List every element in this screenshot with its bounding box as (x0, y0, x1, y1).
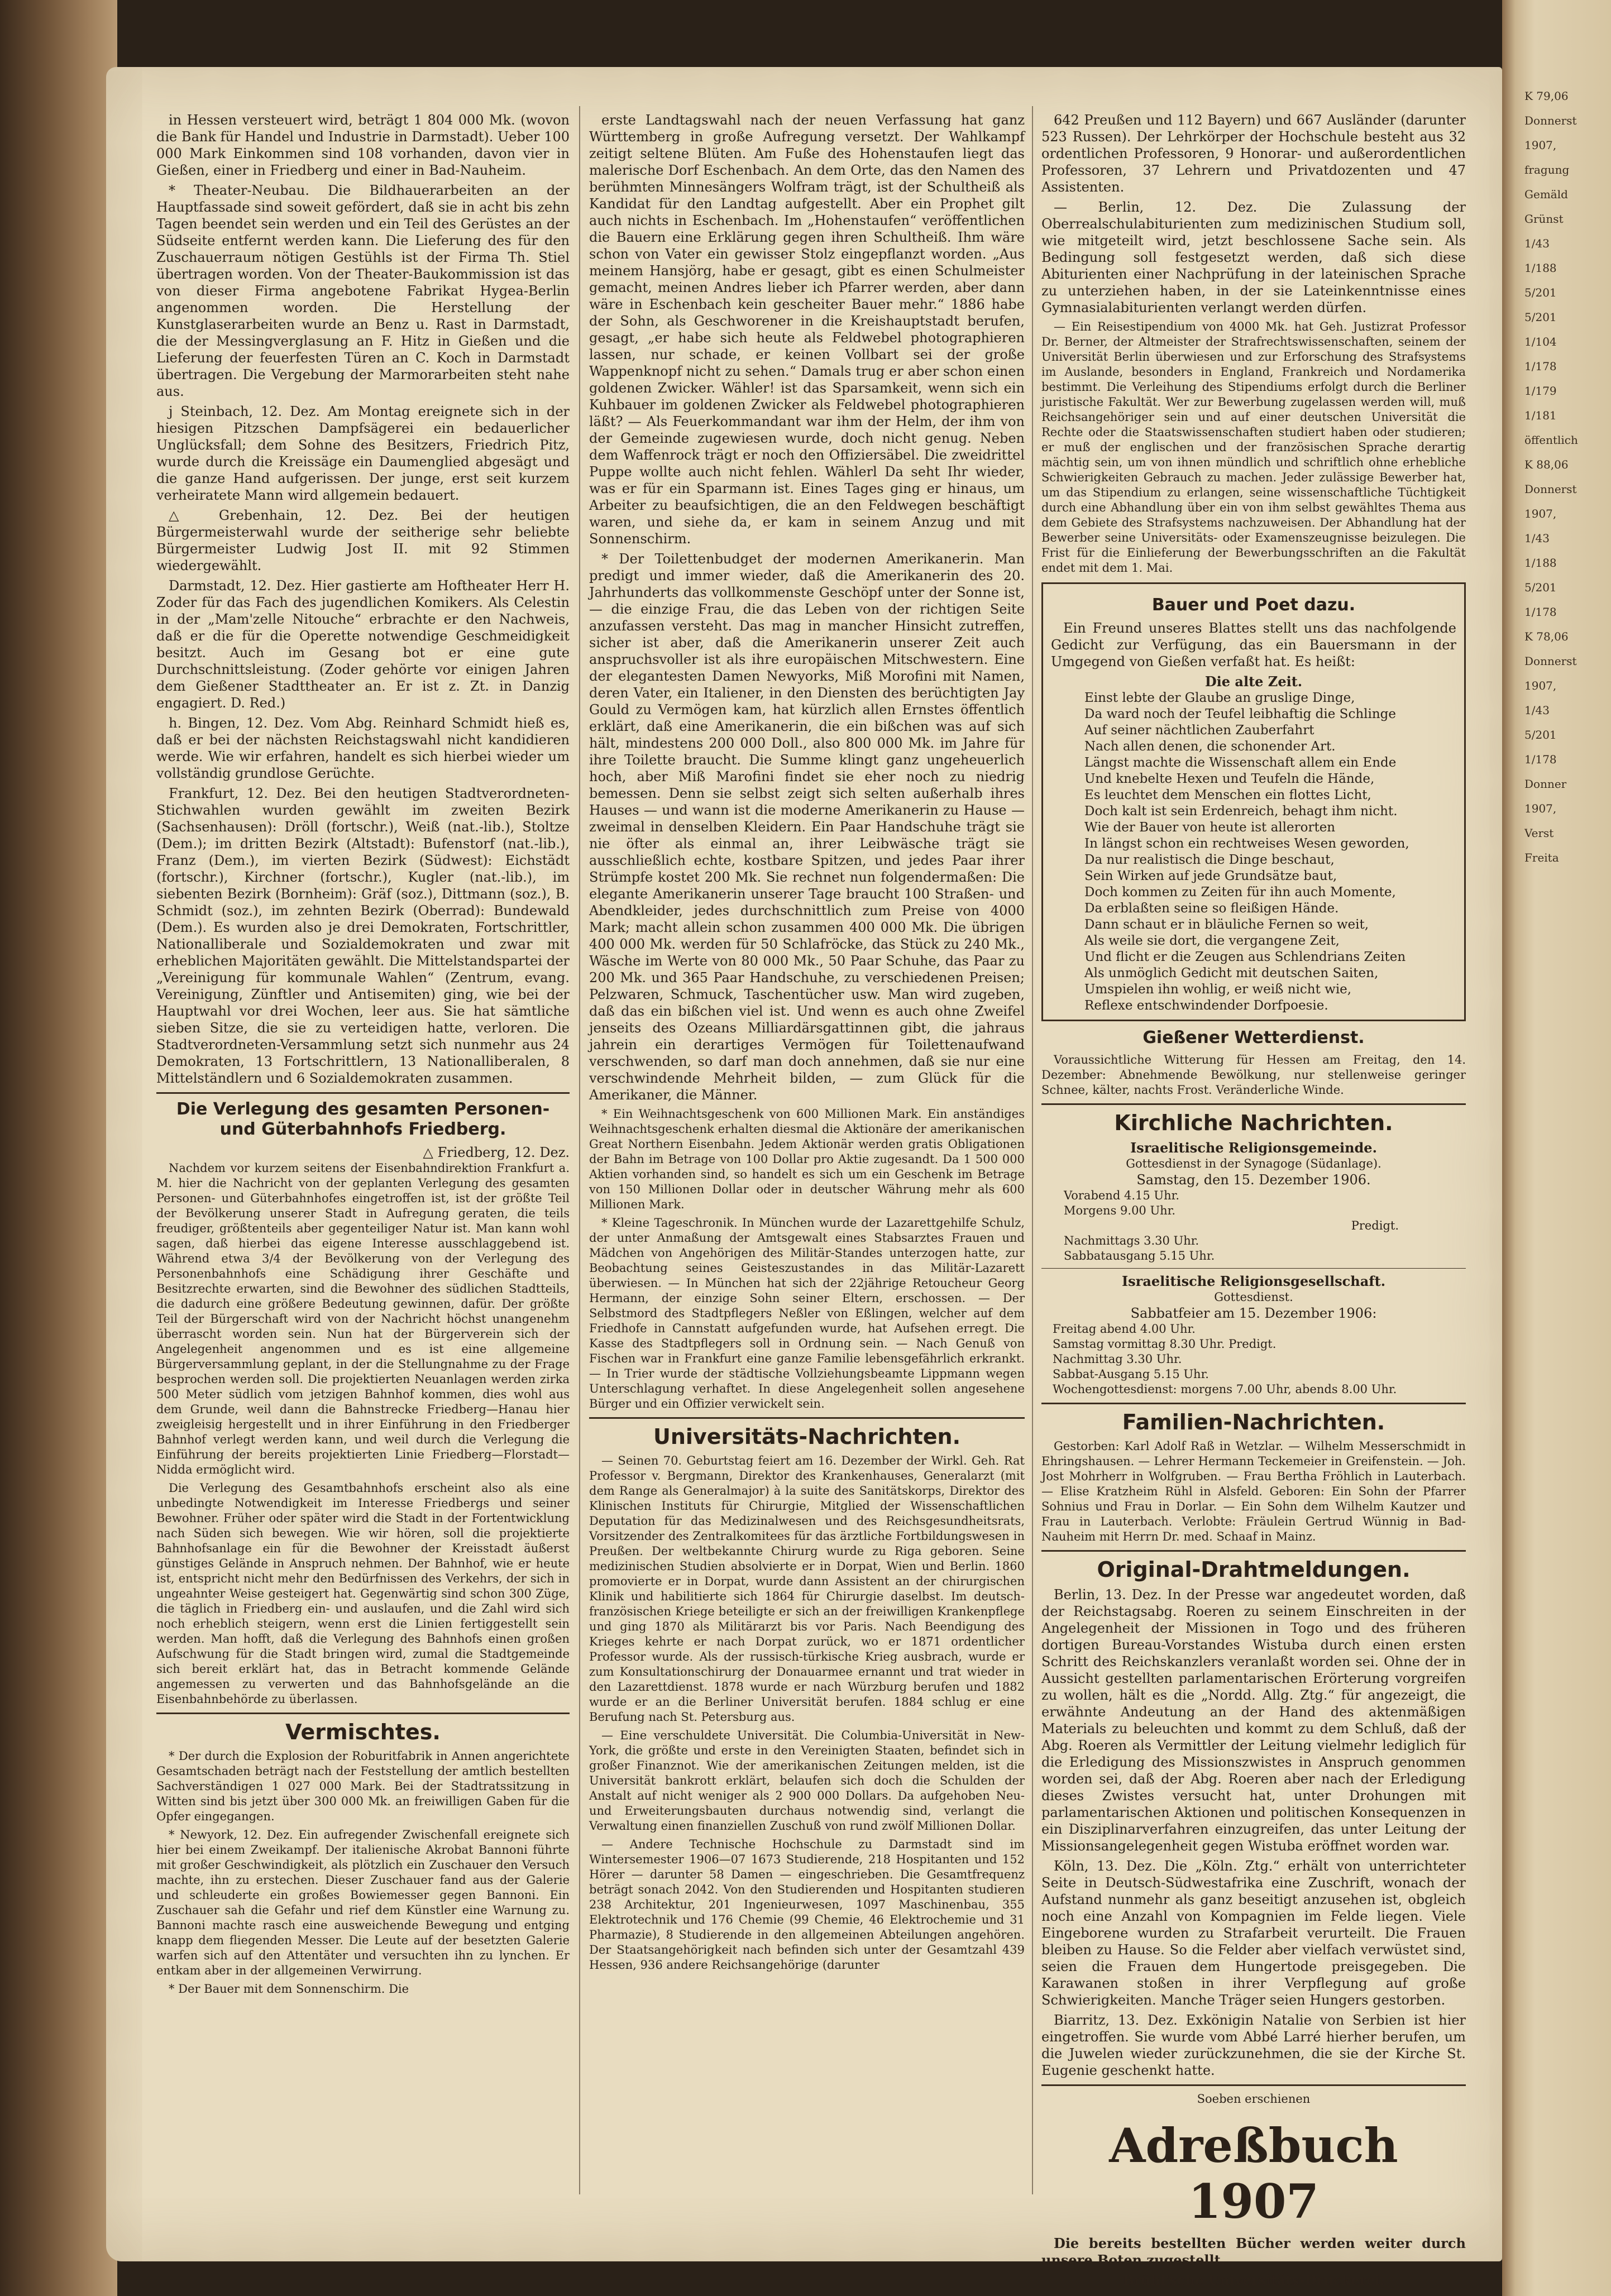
poem-line: Einst lebte der Glaube an gruslige Dinge, (1084, 691, 1355, 705)
kirche-line: Sabbat-Ausgang 5.15 Uhr. (1053, 1367, 1209, 1381)
strip-line: 1907, (1524, 138, 1557, 152)
section-divider (156, 1713, 570, 1714)
article-paragraph: h. Bingen, 12. Dez. Vom Abg. Reinhard Schmidt hieß es, daß er bei der nächsten Reichstagswahl nicht kandidieren werde. Wie wir erfahren, handelt es sich hierbei wieder um vollständig grundlose Gerüchte. (156, 715, 570, 781)
article-paragraph: * Der durch die Explosion der Roburitfabrik in Annen angerichtete Gesamtschaden beträgt nach der Feststellung der amtlich bestellten Sachverständigen 1 027 000 Mark. Bei der Stadtratssitzung in Witten sind bis jetzt über 300 000 Mk. an freiwilligen Gaben für die Opfer eingegangen. (156, 1749, 570, 1823)
article-paragraph: — Eine verschuldete Universität. Die Columbia-Universität in New-York, die größte und erste in den Vereinigten Staaten, befindet sich in großer Finanznot. Wie der amerikanischen Zeitungen melden, ist die Universität bankrott erklärt, belaufen sich doch die Schulden der Anstalt auf nicht weniger als 2 900 000 Dollars. Da aufgehoben Neu- und Erweiterungsbauten durchaus notwendig sind, verlangt die Verwaltung einen finanziellen Zuschuß von rund zwölf Millionen Dollar. (589, 1729, 1025, 1833)
poem-line: Und flicht er die Zeugen aus Schlendrians Zeiten (1084, 950, 1406, 964)
strip-line: 1/178 (1524, 605, 1557, 619)
ad-publisher: Brühl'sche Universitäts-Druckerei. (1122, 2272, 1385, 2288)
poem-line: Dann schaut er in bläuliche Fernen so weit, (1084, 917, 1369, 932)
strip-line: 1907, (1524, 802, 1557, 815)
section-divider (589, 1417, 1025, 1419)
strip-line: K 79,06 (1524, 89, 1569, 103)
article-paragraph: Nachdem vor kurzem seitens der Eisenbahndirektion Frankfurt a. M. hier die Nachricht von der geplanten Verlegung des gesamten Personen- und Güterbahnhofes eingetroffen ist, ist der größte Teil der Bevölkerung unserer Stadt in Aufregung geraten, die teils freudiger, größtenteils aber gegenteiliger Natur ist. Man kann wohl sagen, daß hierbei das eigene Interesse ausschlaggebend ist. Während etwa 3/4 der Bevölkerung von der Verlegung des Personenbahnhofs eine Schädigung ihrer Geschäfte und Besitzrechte erwarten, sind die Bewohner des südlichen Stadtteils, die dadurch eine größere Bedeutung gewinnen, dafür. Der größte Teil der Bürgerschaft wird von der Nachricht höchst unangenehm überrascht worden sein. Nun hat der Bürgerverein sich der Angelegenheit angenommen und es ist eine allgemeine Bürgerversammlung geplant, in der die Stellungnahme zu der Frage besprochen werden soll. Die projektierten Neuanlagen werden zirka 500 Meter südlich vom jetzigen Bahnhof kommen, dies wohl aus dem Grunde, weil dann die Bahnstrecke Friedberg—Hanau hier zweigleisig hergestellt und in ihrer Einführung in den Friedberger Bahnhof verlegt werden kann, und weil durch die Verlegung die Einführung der bereits projektierten Linie Friedberg—Florstadt—Nidda ermöglicht wird. (156, 1161, 570, 1476)
strip-line: 1/181 (1524, 409, 1557, 422)
ad-title: Adreßbuch 1907 (1109, 2118, 1398, 2229)
poem-box-title: Bauer und Poet dazu. (1151, 595, 1356, 615)
section-title-draht: Original-Drahtmeldungen. (1097, 1557, 1411, 1582)
poem-line: In längst schon ein rechtweises Wesen geworden, (1084, 836, 1409, 851)
strip-line: K 88,06 (1524, 458, 1569, 471)
ad-text: Die bereits bestellten Bücher werden weiter durch unsere Boten zugestellt. (1041, 2235, 1466, 2268)
strip-line: 1/188 (1524, 261, 1557, 275)
strip-line: Donnerst (1524, 654, 1577, 668)
kirche-line: Vorabend 4.15 Uhr. (1064, 1189, 1180, 1202)
poem-line: Sein Wirken auf jede Grundsätze baut, (1084, 869, 1337, 883)
kirche-line: Nachmittags 3.30 Uhr. (1064, 1234, 1199, 1247)
poem-line: Reflexe entschwindender Dorfpoesie. (1084, 998, 1328, 1013)
kirche-sub: Israelitische Religionsgemeinde. (1130, 1140, 1377, 1156)
strip-line: 1/43 (1524, 532, 1550, 545)
poem-subtitle: Die alte Zeit. (1204, 673, 1303, 690)
poem-line: Doch kommen zu Zeiten für ihn auch Momente, (1084, 885, 1396, 900)
article-paragraph: erste Landtagswahl nach der neuen Verfassung hat ganz Württemberg in große Aufregung versetzt. Der Wahlkampf zeitigt seltene Blüten. Am Fuße des Hohenstaufen liegt das malerische Dorf Eschenbach. An dem Orte, das den Namen des berühmten Minnesängers Wolfram trägt, ist der Schultheiß als Kandidat für den Landtag aufgestellt. Aber ein Prophet gilt auch nichts in Eschenbach. Im „Hohenstaufen“ veröffentlichen die Bauern eine Erklärung gegen ihren Schultheiß. Ihm wäre schon von Vater ein gewisser Stolz eingepflanzt worden. „Aus meinem Hansjörg, habe er gesagt, gibt es einen Schulmeister gemacht, meinen Andres lieber ich Pfarrer werden, aber dann wäre in Eschenbach kein gescheiter Bauer mehr.“ 1886 habe der Sohn, als Geschworener in die Kreishauptstadt berufen, gesagt, „er habe sich heute als Feldwebel photographieren lassen, nur schade, er keinen Vollbart sei der große Wappenknopf nicht zu sehen.“ Damals trug er aber schon einen goldenen Zwicker. Wähler! ist das Sparsamkeit, wenn sich ein Kuhbauer im goldenen Zwicker als Feldwebel photographieren läßt? — Als Feuerkommandant war ihm der Helm, der ihm von der Gemeinde zugewiesen wurde, doch nicht genug. Neben dem Waffenrock trägt er noch den Offiziersäbel. Die zweidrittel Puppe wollte auch nicht fehlen. Wählerl Da seht Ihr wieder, was er für ein Sparmann ist. Eines Tages ging er hinaus, um Arbeiter zu beaufsichtigen, die an den Feldwegen beschäftigt waren, und siehe da, er kam in seinem Anzug und mit Sonnenschirm. (589, 112, 1025, 547)
kirche-line: Freitag abend 4.00 Uhr. (1053, 1322, 1196, 1336)
book-left-edge (0, 0, 117, 2296)
kirche-line: Morgens 9.00 Uhr. (1064, 1204, 1176, 1217)
strip-line: 1/178 (1524, 360, 1557, 373)
kirche-sub: Gottesdienst. (1214, 1290, 1293, 1304)
section-title-vermischtes: Vermischtes. (285, 1720, 441, 1744)
strip-line: 5/201 (1524, 728, 1557, 742)
strip-line: Donnerst (1524, 114, 1577, 127)
strip-line: 1/179 (1524, 384, 1557, 398)
poem-line: Längst machte die Wissenschaft allem ein Ende (1084, 755, 1397, 770)
section-title-wetter: Gießener Wetterdienst. (1142, 1028, 1365, 1047)
strip-line: 1907, (1524, 507, 1557, 520)
article-paragraph: * Ein Weihnachtsgeschenk von 600 Millionen Mark. Ein anständiges Weihnachtsgeschenk erhalten diesmal die Aktionäre der amerikanischen Great Northern Eisenbahn. Jedem Aktionär werden gratis Obligationen der Bahn im Betrage von 100 Dollar pro Aktie zugesandt. Da 1 500 000 Aktien vorhanden sind, so handelt es sich um ein Geschenk im Betrage von 150 Millionen Dollar oder in deutscher Währung mehr als 600 Millionen Mark. (589, 1107, 1025, 1211)
strip-line: Gemäld (1524, 188, 1568, 201)
poem-line: Wie der Bauer von heute ist allerorten (1084, 820, 1336, 835)
section-divider (1041, 1103, 1466, 1105)
strip-line: 1/43 (1524, 237, 1550, 250)
strip-line: 5/201 (1524, 310, 1557, 324)
kirche-line: Wochengottesdienst: morgens 7.00 Uhr, abends 8.00 Uhr. (1053, 1383, 1397, 1396)
poem-line: Es leuchtet dem Menschen ein flottes Licht, (1084, 788, 1371, 802)
weather-text: Voraussichtliche Witterung für Hessen am Freitag, den 14. Dezember: Abnehmende Bewölkung, nur stellenweise geringer Schnee, kälter, nachts Frost. Veränderliche Winde. (1041, 1053, 1466, 1097)
poem-line: Nach allen denen, die schonender Art. (1084, 739, 1336, 754)
article-paragraph: Frankfurt, 12. Dez. Bei den heutigen Stadtverordneten-Stichwahlen wurden gewählt im zweiten Bezirk (Sachsenhausen): Dröll (fortschr.), Weiß (nat.-lib.), Stoltze (Dem.); im dritten Bezirk (Altstadt): Bufenstorf (nat.-lib.), Franz (Dem.), im vierten Bezirk (Südwest): Eichstädt (fortschr.), Kirchner (fortschr.), Kugler (nat.-lib.), im siebenten Bezirk (Bornheim): Gräf (soz.), Dittmann (soz.), B. Schmidt (soz.), im zehnten Bezirk (Oberrad): Bundewald (Dem.). Es wurden also je drei Demokraten, Fortschrittler, Nationalliberale und Sozialdemokraten und zwar mit erheblichen Majoritäten gewählt. Die Mittelstandspartei der „Vereinigung für kommunale Wahlen“ (Zentrum, evang. Vereinigung, Zünftler und Antisemiten) ging, wie bei der Hauptwahl vor drei Wochen, leer aus. Sie hat sämtliche sieben Sitze, die sie zu verteidigen hatte, verloren. Die Stadtverordneten-Versammlung setzt sich nunmehr aus 24 Demokraten, 13 Fortschrittlern, 13 Nationalliberalen, 8 Mittelständlern und 6 Sozialdemokraten zusammen. (156, 786, 570, 1086)
column-rule (1032, 106, 1033, 2194)
strip-line: 1/188 (1524, 556, 1557, 570)
section-title-kirche: Kirchliche Nachrichten. (1114, 1111, 1393, 1135)
poem-lines (1051, 690, 1456, 1014)
strip-line: Donnerst (1524, 482, 1577, 496)
poem-line: Auf seiner nächtlichen Zauberfahrt (1084, 723, 1314, 738)
article-paragraph: Berlin, 13. Dez. In der Presse war angedeutet worden, daß der Reichstagsabg. Roeren zu seinem Einschreiten in der Angelegenheit der Missionen in Togo und des früheren dortigen Bureau-Vorstandes Wistuba durch einen ersten Schritt des Reichskanzlers veranlaßt worden sei. Ohne der in Aussicht gestellten parlamentarischen Erörterung vorgreifen zu wollen, hält es die „Nordd. Allg. Ztg.“ für angezeigt, die erwähnte Andeutung an der Hand des aktenmäßigen Materials zu beleuchten und kommt zu dem Schluß, daß der Abg. Roeren als Vermittler der Leitung vielmehr lediglich für die Erledigung des Missionszwistes in Anspruch genommen worden sei, daß der Abg. Roeren aber nach der Erledigung dieses Zwistes versucht hat, unter Drohungen mit parlamentarischen Aktionen und politischen Konsequenzen in ein Disziplinarverfahren einzugreifen, das unter Leitung der Missionsangelegenheit gegen Wistuba eröffnet worden war. (1041, 1587, 1466, 1854)
kirche-line: Nachmittag 3.30 Uhr. (1053, 1352, 1182, 1366)
ad-pretitle: Soeben erschienen (1197, 2092, 1311, 2106)
article-paragraph: * Der Bauer mit dem Sonnenschirm. Die (169, 1982, 409, 1996)
poem-line: Da ward noch der Teufel leibhaftig die Schlinge (1084, 707, 1396, 721)
section-divider (156, 1092, 570, 1094)
poem-line: Umspielen ihn wohlig, er weiß nicht wie, (1084, 982, 1352, 997)
kirche-line: Samstag vormittag 8.30 Uhr. Predigt. (1053, 1337, 1277, 1351)
article-paragraph: Köln, 13. Dez. Die „Köln. Ztg.“ erhält von unterrichteter Seite in Deutsch-Südwestafrika eine Zuschrift, wonach der Aufstand nunmehr als ganz beseitigt anzusehen ist, obgleich noch eine Anzahl von Kompagnien im Felde liegen. Viele Eingeborene wurden zu Strafarbeit verurteilt. Die Frauen bleiben zu Hause. So die Felder aber vielfach verwüstet sind, seien die Frauen dem Hungertode preisgegeben. Die Karawanen stoßen in ihrer Verpflegung auf große Schwierigkeiten. Manche Träger seien Hungers gestorben. (1041, 1858, 1466, 2008)
kirche-sub: Gottesdienst in der Synagoge (Südanlage). (1126, 1157, 1381, 1170)
column-rule (579, 106, 580, 2194)
kirche-line: Predigt. (1351, 1219, 1399, 1232)
poem-box (1041, 582, 1466, 1021)
article-paragraph: — Seinen 70. Geburtstag feiert am 16. Dezember der Wirkl. Geh. Rat Professor v. Bergmann, Direktor des Krankenhauses, Generalarzt (mit dem Range als Generalmajor) à la suite des Sanitätskorps, Direktor des Klinischen Instituts für Chirurgie, Mitglied der Wissenschaftlichen Deputation für das Medizinalwesen und des Reichsgesundheitsrats, Vorsitzender des Zentralkomitees für das ärztliche Fortbildungswesen in Preußen. Der weltbekannte Chirurg wurde zu Riga geboren. Seine medizinischen Studien absolvierte er in Dorpat, Wien und Berlin. 1860 promovierte er in Dorpat, wurde dann Assistent an der chirurgischen Klinik und habilitierte sich 1864 für Chirurgie daselbst. Im deutsch-französischen Kriege beteiligte er sich an der freiwilligen Krankenpflege und ging 1870 als Militärarzt bis vor Paris. Nach Beendigung des Krieges kehrte er nach Dorpat zurück, wo er 1871 ordentlicher Professor wurde. Als der russisch-türkische Krieg ausbrach, wurde er zum Konsultationschirurg der Donauarmee ernannt und trat wieder in den Lazarettdienst. 1878 wurde er nach Würzburg berufen und 1882 wurde er an die Berliner Universität berufen. 1884 schlug er eine Berufung nach St. Petersburg aus. (589, 1454, 1025, 1724)
poem-intro: Ein Freund unseres Blattes stellt uns das nachfolgende Gedicht zur Verfügung, das ein Bauersmann in der Umgegend von Gießen verfaßt hat. Es heißt: (1051, 620, 1456, 669)
dateline: △ Friedberg, 12. Dez. (423, 1145, 570, 1160)
poem-line: Doch kalt ist sein Erdenreich, behagt ihm nicht. (1084, 804, 1398, 819)
strip-line: fragung (1524, 163, 1570, 176)
strip-line: 1/104 (1524, 335, 1557, 348)
strip-line: 5/201 (1524, 286, 1557, 299)
column-2 (589, 112, 1025, 1976)
column-1 (156, 112, 570, 2000)
strip-line: 1/178 (1524, 753, 1557, 766)
article-paragraph: — Ein Reisestipendium von 4000 Mk. hat Geh. Justizrat Professor Dr. Berner, der Altmeister der Strafrechtswissenschaften, seinem der Universität Berlin überwiesen und zur Erforschung des Strafsystems im Auslande, besonders in England, Frankreich und Nordamerika bestimmt. Die Verleihung des Stipendiums erfolgt durch die Berliner juristische Fakultät. Wer zur Bewerbung zugelassen werden will, muß Reichsangehöriger sein und auf einer deutschen Universität die Rechte oder die Staatswissenschaften studiert haben oder studieren; er muß der englischen und der französischen Sprache derartig mächtig sein, um von ihnen mündlich und schriftlich ohne erhebliche Schwierigkeiten Gebrauch zu machen. Jeder zulässige Bewerber hat, um das Stipendium zu erlangen, seine wissenschaftliche Tüchtigkeit durch eine Abhandlung über ein von ihm selbst gewähltes Thema aus dem Gebiete des Strafsystems nachzuweisen. Der Abhandlung hat der Bewerber seine Universitäts- oder Examenszeugnisse beizulegen. Die Frist für die Einlieferung der Bewerbungsschriften an die Fakultät endet mit dem 1. Mai. (1041, 320, 1466, 575)
strip-line: 1/43 (1524, 704, 1550, 717)
column-3 (1041, 112, 1466, 2289)
strip-line: Donner (1524, 777, 1567, 791)
section-title-universitaet: Universitäts-Nachrichten. (653, 1424, 961, 1449)
strip-line: Freita (1524, 851, 1559, 864)
article-paragraph: Biarritz, 13. Dez. Exkönigin Natalie von Serbien ist hier eingetroffen. Sie wurde vom Abbé Larré hierher berufen, um die Juwelen wieder zurückzunehmen, die sie der Kirche St. Eugenie geschenkt hatte. (1041, 2012, 1466, 2078)
article-paragraph: △ Grebenhain, 12. Dez. Bei der heutigen Bürgermeisterwahl wurde der seitherige sehr beliebte Bürgermeister Ludwig Jost II. mit 92 Stimmen wiedergewählt. (156, 508, 570, 573)
strip-line: Verst (1524, 826, 1554, 840)
poem-line: Als weile sie dort, die vergangene Zeit, (1084, 934, 1340, 948)
section-title-verlegung: Die Verlegung des gesamten Personen- und Güterbahnhofs Friedberg. (176, 1099, 550, 1139)
article-paragraph: * Kleine Tageschronik. In München wurde der Lazarettgehilfe Schulz, der unter Anmaßung der Amtsgewalt eines Stabsarztes Frauen und Mädchen von Angehörigen des Militär-Standes unterzogen hatte, zur Beobachtung seines Geisteszustandes in das Militär-Lazarett überwiesen. — In München hat sich der 22jährige Retoucheur Georg Hermann, der einzige Sohn seiner Eltern, erschossen. — Der Selbstmord des Stadtpflegers Neßler von Eßlingen, welcher auf dem Friedhofe in Cannstatt aufgefunden wurde, hat Aufsehen erregt. Die Kasse des Stadtpflegers soll in Ordnung sein. — Nach Genuß von Fischen war in Frankfurt eine ganze Familie lebensgefährlich erkrankt. — In Trier wurde der städtische Vollziehungsbeamte Lippmann wegen Unterschlagung verhaftet. In diese Angelegenheit sollen angesehene Bürger und ein Offizier verwickelt sein. (589, 1216, 1025, 1410)
article-paragraph: Darmstadt, 12. Dez. Hier gastierte am Hoftheater Herr H. Zoder für das Fach des jugendlichen Komikers. Als Celestin in der „Mam'zelle Nitouche“ erbrachte er den Nachweis, daß er die für die Operette notwendige Geschmeidigkeit besitzt. Auch im Gesang bot er eine gute Durchschnittsleistung. (Zoder gehörte vor einigen Jahren dem Gießener Stadttheater an. Er ist z. Zt. in Danzig engagiert. D. Red.) (156, 578, 570, 711)
strip-line: 5/201 (1524, 581, 1557, 594)
article-paragraph: in Hessen versteuert wird, beträgt 1 804 000 Mk. (wovon die Bank für Handel und Industrie in Darmstadt). Ueber 100 000 Mark Einkommen sind 108 vorhanden, davon vier in Gießen, einer in Friedberg und einer in Bad-Nauheim. (156, 112, 570, 178)
strip-line: Grünst (1524, 212, 1564, 226)
poem-line: Da nur realistisch die Dinge beschaut, (1084, 853, 1335, 867)
kirche-date: Sabbatfeier am 15. Dezember 1906: (1130, 1305, 1377, 1321)
section-divider (1041, 1268, 1466, 1269)
section-divider (1041, 1550, 1466, 1552)
article-paragraph: * Theater-Neubau. Die Bildhauerarbeiten an der Hauptfassade sind soweit gefördert, daß sie in acht bis zehn Tagen beendet sein werden und ein Teil des Gerüstes an der Südseite entfernt werden kann. Die Lieferung des für den Zuschauerraum nötigen Gestühls ist der Firma Th. Stiel übertragen worden. Von der Theater-Baukommission ist das von dieser Firma angebotene Fabrikat Hygea-Berlin angenommen worden. Die Herstellung der Kunstglaserarbeiten wurde an Benz u. Rast in Darmstadt, die der Messingverglasung an F. Hitz in Gießen und die Lieferung der feuerfesten Türen an C. Koch in Darmstadt übertragen. Die Vergebung der Marmorarbeiten steht nahe aus. (156, 183, 570, 399)
article-paragraph: — Andere Technische Hochschule zu Darmstadt sind im Wintersemester 1906—07 1673 Studierende, 218 Hospitanten und 152 Hörer — darunter 58 Damen — eingeschrieben. Die Gesamtfrequenz beträgt sonach 2042. Von den Studierenden und Hospitanten studieren 238 Architektur, 201 Ingenieurwesen, 1097 Maschinenbau, 355 Elektrotechnik und 176 Chemie (99 Chemie, 46 Elektrochemie und 31 Pharmazie), 8 Studierende in den allgemeinen Abteilungen angehören. Der Staatsangehörigkeit nach befinden sich unter der Gesamtzahl 439 Hessen, 936 andere Reichsangehörige (darunter (589, 1838, 1025, 1972)
kirche-sub: Israelitische Religionsgesellschaft. (1121, 1273, 1386, 1289)
strip-line: K 78,06 (1524, 630, 1569, 643)
strip-line: öffentlich (1524, 433, 1578, 447)
kirche-date: Samstag, den 15. Dezember 1906. (1136, 1172, 1371, 1188)
poem-line: Als unmöglich Gedicht mit deutschen Saiten, (1084, 966, 1379, 980)
kirche-line: Sabbatausgang 5.15 Uhr. (1064, 1249, 1215, 1262)
article-paragraph: Die Verlegung des Gesamtbahnhofs erscheint also als eine unbedingte Notwendigkeit im Interesse Friedbergs und seiner Bewohner. Früher oder später wird die Stadt in der Fortentwicklung nach Süden sich bewegen. Wie wir hören, soll die projektierte Bahnhofsanlage ein für die Bewohner der Kreisstadt äußerst günstiges Gelände in Anspruch nehmen. Der Bahnhof, wie er heute ist, entspricht nicht mehr den Bedürfnissen des Verkehrs, der sich in ungeahnter Weise gesteigert hat. Gegenwärtig sind schon 300 Züge, die täglich in Friedberg ein- und auslaufen, und die Zahl wird sich noch erheblich steigern, wenn erst die Linien fertiggestellt sein werden. Man hofft, daß die Verlegung des Bahnhofs einen großen Aufschwung für die Stadt bringen wird, zumal die Stadtgemeinde sich bereit erklärt hat, das in Betracht kommende Gelände angemessen zu verwerten und das Bahnhofsgelände an die Eisenbahnbehörde zu überlassen. (156, 1481, 570, 1706)
familien-text: Gestorben: Karl Adolf Raß in Wetzlar. — Wilhelm Messerschmidt in Ehringshausen. — Lehrer Hermann Teckemeier in Greifenstein. — Joh. Jost Mohrherr in Wolfgruben. — Frau Bertha Fröhlich in Lauterbach. — Elise Kratzheim Rühl in Alsfeld. Geboren: Ein Sohn der Pfarrer Sohnius und Frau in Dorlar. — Ein Sohn dem Wilhelm Kautzer und Frau in Lauterbach. Verlobte: Fräulein Gertrud Wünnig in Bad-Nauheim mit Herrn Dr. med. Schaaf in Mainz. (1041, 1439, 1466, 1543)
section-title-familien: Familien-Nachrichten. (1122, 1410, 1385, 1434)
poem-line: Da erblaßten seine so fleißigen Hände. (1084, 901, 1339, 916)
section-divider (1041, 2084, 1466, 2086)
article-paragraph: * Der Toilettenbudget der modernen Amerikanerin. Man predigt und immer wieder, daß die Amerikanerin des 20. Jahrhunderts das vollkommenste Geschöpf unter der Sonne ist, — die einzige Frau, die das Leben von der richtigen Seite anzufassen versteht. Das mag in mancher Hinsicht zutreffen, sicher ist aber, daß die Amerikanerin unserer Zeit auch anspruchsvoller ist als ihre europäischen Mitschwestern. Eine der elegantesten Damen Newyorks, Miß Morofini mit Namen, deren Vater, ein Italiener, in den Diensten des berüchtigten Jay Gould zu Vermögen kam, hat kürzlich allen Ernstes öffentlich erklärt, daß eine Amerikanerin, die ein bißchen was auf sich hält, mindestens 200 000 Doll., also 800 000 Mk. im Jahre für ihre Toilette braucht. Die Summe klingt ganz ungeheuerlich hoch, aber Miß Marofini findet sie eher noch zu niedrig bemessen. Denn sie selbst zeigt sich selten außerhalb ihres Hauses — und wann ist die moderne Amerikanerin zu Hause — zweimal in denselben Kleidern. Ein Paar Handschuhe trägt sie nie öfter als einmal an, ihrer Leibwäsche trägt sie ausschließlich echte, kostbare Spitzen, und jedes Paar ihrer Strümpfe kostet 200 Mk. Sie rechnet nun folgendermaßen: Die elegante Amerikanerin unserer Tage braucht 100 Straßen- und Abendkleider, jedes durchschnittlich zum Preise von 4000 Mark; macht allein schon zusammen 400 000 Mk. Die übrigen 400 000 Mk. werden für 50 Schlafröcke, das Stück zu 240 Mk., Wäsche im Werte von 80 000 Mk., 50 Paar Schuhe, das Paar zu 200 Mk. und 365 Paar Handschuhe, zu verschiedenen Preisen; Pelzwaren, Schmuck, Taschentücher usw. Man wird zugeben, daß das ein bißchen viel ist. Und wenn es auch ohne Zweifel jenseits des Ozeans Milliardärsgattinnen gibt, die jahraus jahrein ein derartiges Vermögen für Toilettenaufwand verschwenden, so darf man doch annehmen, daß sie nur eine verschwindende Mehrheit bilden, — zum Glück für die Amerikaner, die Männer. (589, 551, 1025, 1103)
poem-line: Und knebelte Hexen und Teufeln die Hände, (1084, 772, 1375, 786)
article-paragraph: — Berlin, 12. Dez. Die Zulassung der Oberrealschulabiturienten zum medizinischen Studium soll, wie mitgeteilt wird, jetzt beschlossene Sache sein. Als Bedingung soll festgesetzt werden, daß sich diese Abiturienten einer Nachprüfung in der lateinischen Sprache zu unterziehen haben, in der sie Lateinkenntnisse eines Gymnasialabiturienten verlangt werden dürfen. (1041, 199, 1466, 315)
article-paragraph: * Newyork, 12. Dez. Ein aufregender Zwischenfall ereignete sich hier bei einem Zweikampf. Der italienische Akrobat Bannoni führte mit großer Geschwindigkeit, als plötzlich ein Zuschauer den Versuch machte, ihn zu erstechen. Dieser Zuschauer fand aus der Galerie und schleuderte ein großes Bowiemesser gegen Bannoni. Ein Zuschauer sah die Gefahr und rief dem Künstler eine Warnung zu. Bannoni machte rasch eine ausweichende Bewegung und entging knapp dem fliegenden Messer. Die Leute auf der besetzten Galerie warfen sich auf den Attentäter und versuchten ihn zu lynchen. Er entkam aber in der allgemeinen Verwirrung. (156, 1828, 570, 1977)
section-divider (1041, 1403, 1466, 1404)
article-paragraph: 642 Preußen und 112 Bayern) und 667 Ausländer (darunter 523 Russen). Der Lehrkörper der Hochschule besteht aus 32 ordentlichen Professoren, 9 Honorar- und außerordentlichen Professoren, 37 Lehrern und Privatdozenten und 47 Assistenten. (1041, 112, 1466, 195)
adjacent-page-strip (1524, 84, 1608, 870)
strip-line: 1907, (1524, 679, 1557, 692)
article-paragraph: j Steinbach, 12. Dez. Am Montag ereignete sich in der hiesigen Pitzschen Dampfsägerei ein bedauerlicher Unglücksfall; dem Sohne des Besitzers, Friedrich Pitz, wurde durch die Kreissäge ein Daumenglied abgesägt und die ganze Hand aufgerissen. Der junge, erst seit kurzem verheiratete Mann wird allgemein bedauert. (156, 404, 570, 503)
